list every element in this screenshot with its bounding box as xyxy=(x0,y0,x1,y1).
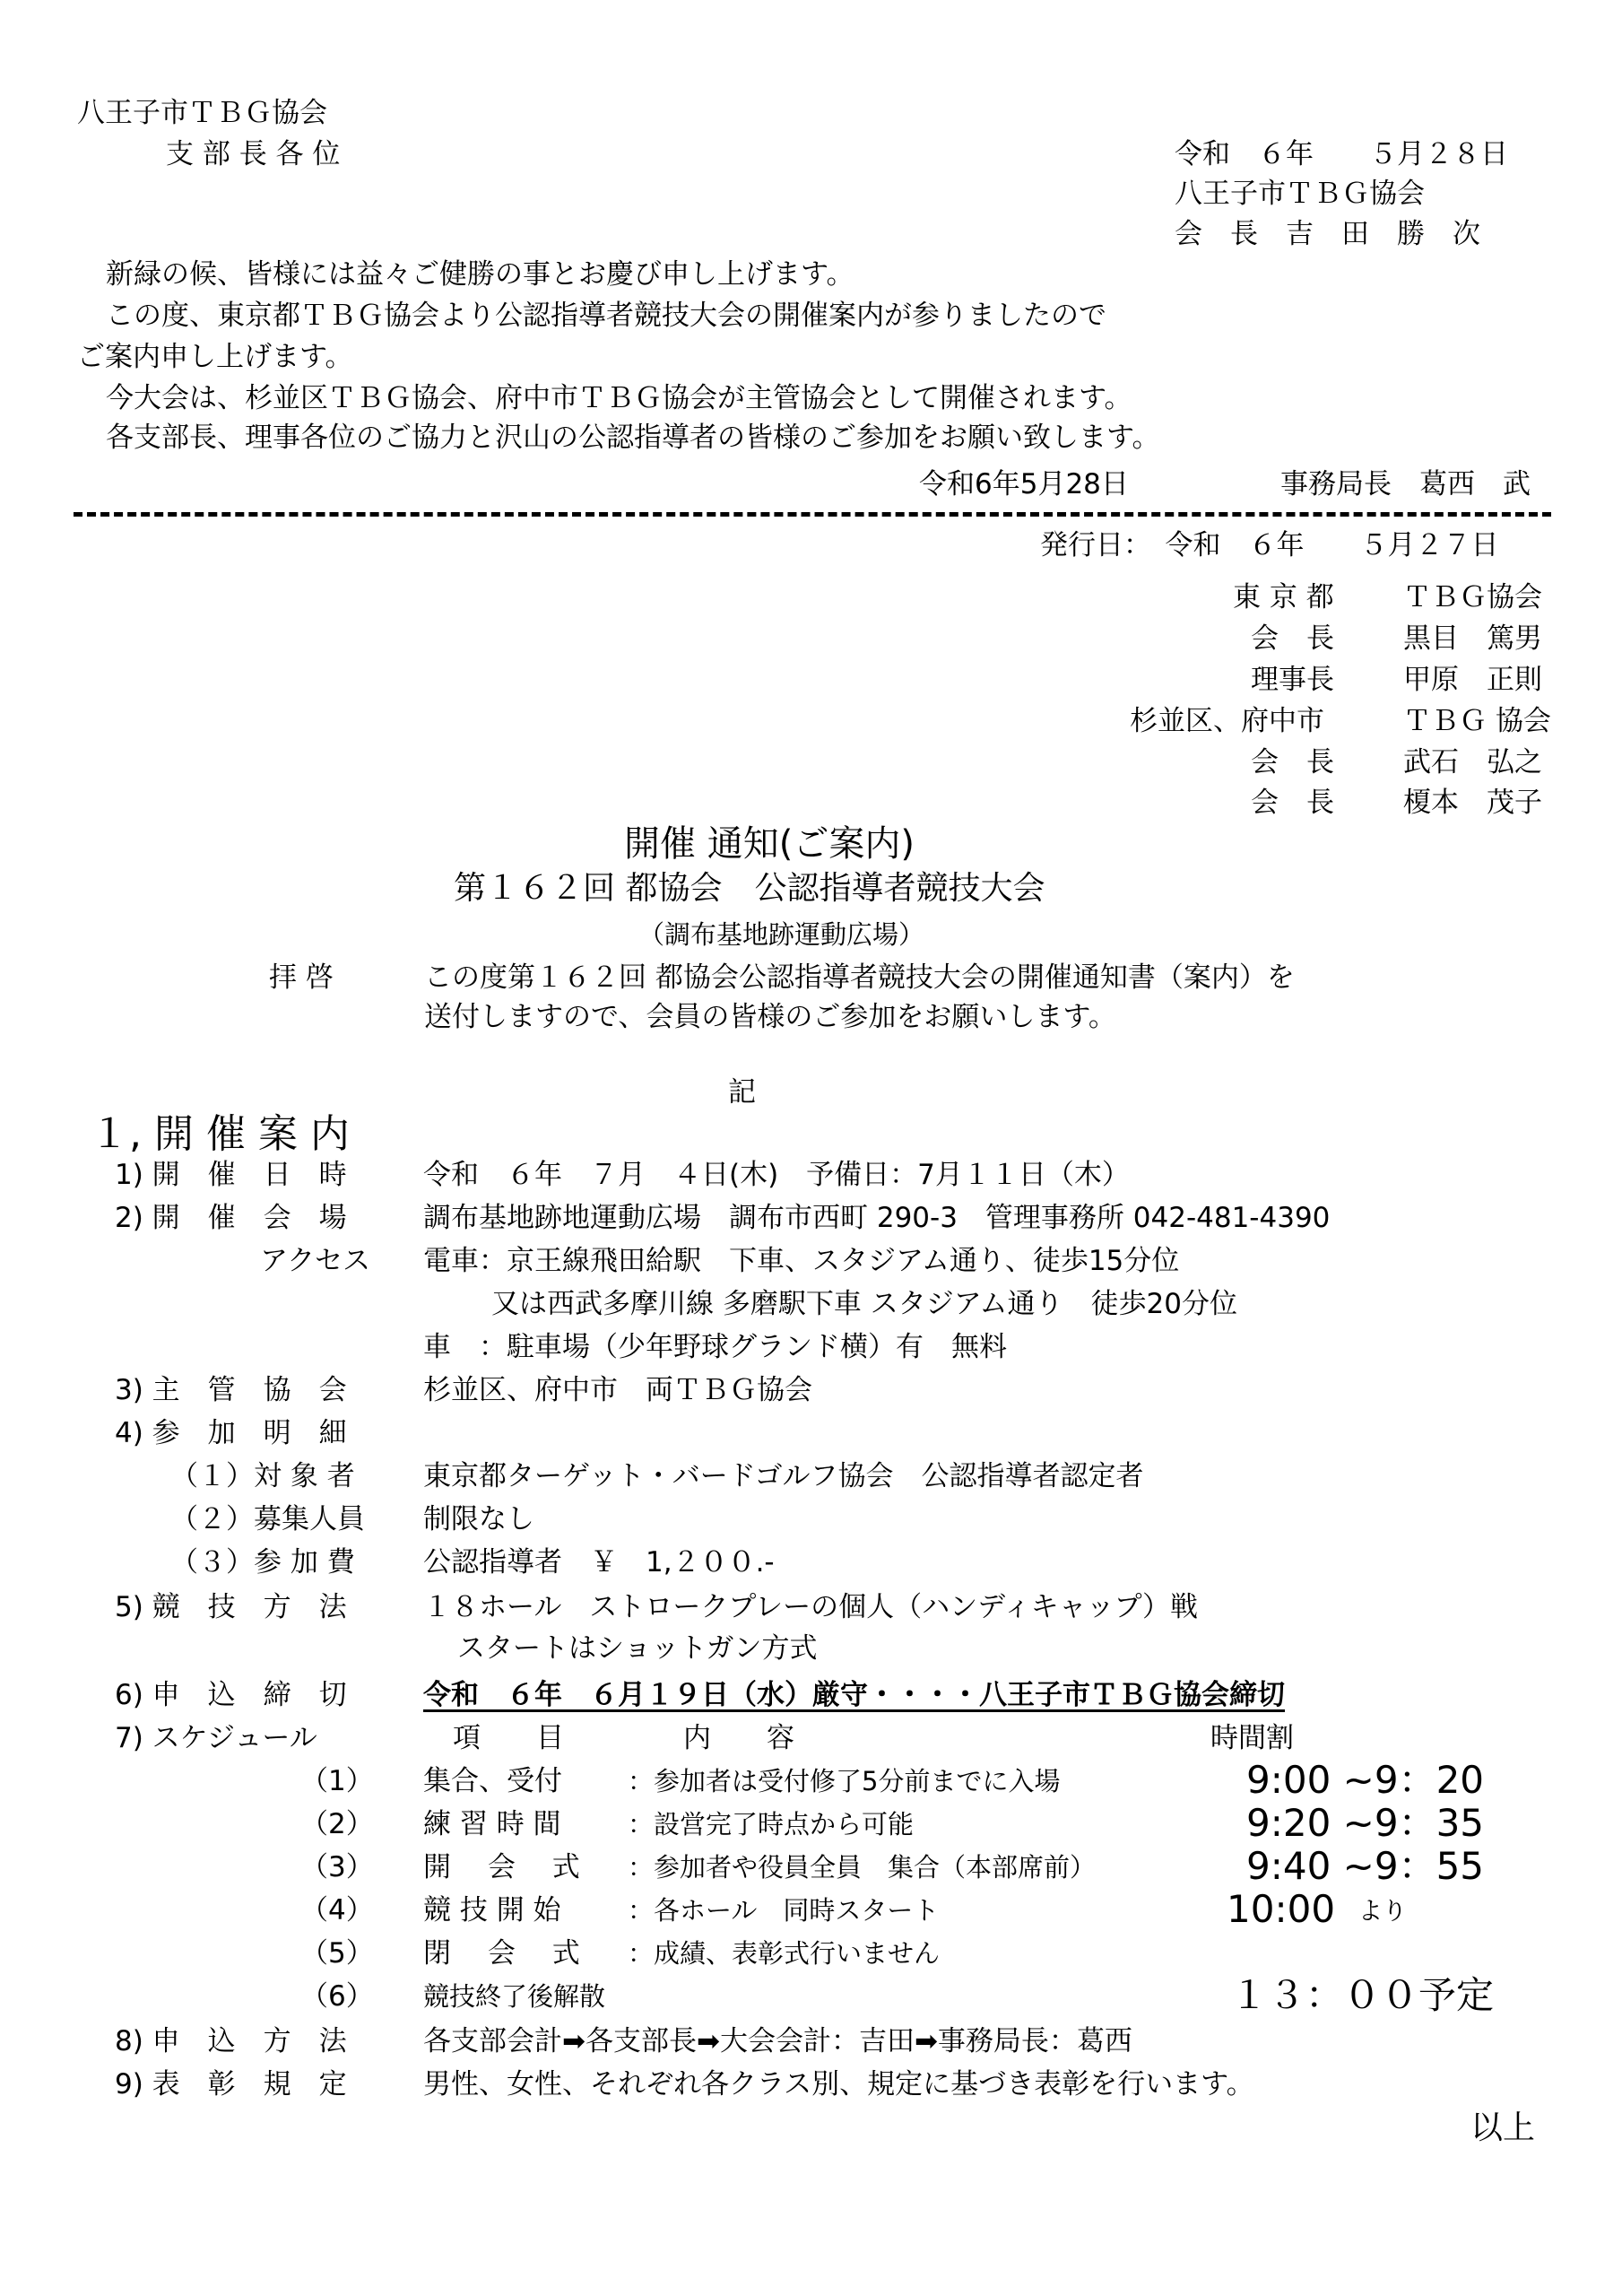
detail-value: 制限なし xyxy=(423,1503,534,1535)
item-label-apply: 8) 申 込 方 法 xyxy=(115,2025,347,2057)
schedule-content: ：参加者や役員全員 集合（本部席前） xyxy=(628,1852,1097,1883)
letter-body-line: 新緑の候、皆様には益々ご健勝の事とお慶び申し上げます。 xyxy=(106,258,854,291)
access-line: 又は西武多摩川線 多磨駅下車 スタジアム通り 徒歩20分位 xyxy=(491,1288,1237,1320)
item-value-apply: 各支部会計➡各支部長➡大会会計：吉田➡事務局長：葛西 xyxy=(423,2025,1132,2057)
schedule-header-content: 内 容 xyxy=(683,1722,794,1754)
method-line: スタートはショットガン方式 xyxy=(457,1632,818,1665)
issue-date: 発行日： 令和 ６年 ５月２７日 xyxy=(1040,529,1499,561)
item-value-date: 令和 ６年 ７月 ４日(木) 予備日：7月１１日（木） xyxy=(423,1159,1130,1191)
recipient-org: 八王子市ＴＢＧ協会 xyxy=(77,97,327,129)
schedule-no: （1） xyxy=(300,1765,374,1797)
item-label-method: 5) 競 技 方 法 xyxy=(115,1591,347,1623)
schedule-time-suffix: より xyxy=(1358,1898,1407,1926)
item-label-host: 3) 主 管 協 会 xyxy=(115,1374,347,1406)
schedule-item: 競技終了後解散 xyxy=(423,1981,606,2012)
schedule-content: ：設営完了時点から可能 xyxy=(628,1809,915,1839)
section-title: １, 開 催 案 内 xyxy=(90,1111,350,1157)
item-label-access: アクセス xyxy=(260,1245,371,1277)
schedule-no: （4） xyxy=(300,1894,374,1926)
schedule-content: ：各ホール 同時スタート xyxy=(628,1895,940,1926)
schedule-time: 9:40 ~9：55 xyxy=(1246,1844,1485,1888)
item-label-date: 1) 開 催 日 時 xyxy=(115,1159,347,1191)
detail-label: （２）募集人員 xyxy=(170,1503,365,1535)
letter-body-line: 今大会は、杉並区ＴＢＧ協会、府中市ＴＢＧ協会が主管協会として開催されます。 xyxy=(106,382,1132,414)
item-value-host: 杉並区、府中市 両ＴＢＧ協会 xyxy=(423,1374,812,1406)
recipient: 支 部 長 各 位 xyxy=(166,138,341,170)
schedule-time: １３：００予定 xyxy=(1230,1973,1495,2017)
greeting-line: 送付しますので、会員の皆様のご参加をお願いします。 xyxy=(424,1001,1116,1033)
notice-subtitle: 第１６２回 都協会 公認指導者競技大会 xyxy=(454,870,1045,907)
letter-body-line: 各支部長、理事各位のご協力と沢山の公認指導者の皆様のご参加をお願い致します。 xyxy=(106,422,1160,454)
schedule-no: （2） xyxy=(300,1808,374,1840)
schedule-content: ：参加者は受付修了5分前までに入場 xyxy=(628,1766,1061,1796)
letter-footer-signer: 事務局長 葛西 武 xyxy=(1280,468,1531,500)
schedule-time: 10:00 xyxy=(1227,1887,1336,1931)
access-line: 車 ：駐車場（少年野球グランド横）有 無料 xyxy=(423,1331,1007,1363)
method-line: １８ホール ストロークプレーの個人（ハンディキャップ）戦 xyxy=(423,1591,1198,1623)
issuer-role: 会 長 xyxy=(1251,622,1334,655)
issuer-name: 榎本 茂子 xyxy=(1403,787,1542,819)
item-value-award: 男性、女性、それぞれ各クラス別、規定に基づき表彰を行います。 xyxy=(423,2068,1254,2100)
schedule-no: （3） xyxy=(300,1851,374,1883)
issuer-name: ＴＢＧ協会 xyxy=(1403,581,1542,613)
schedule-time: 9:20 ~9：35 xyxy=(1246,1801,1485,1845)
issuer-role: 会 長 xyxy=(1251,787,1334,819)
issuer-name: 甲原 正則 xyxy=(1403,664,1542,696)
letter-date: 令和 ６年 ５月２８日 xyxy=(1175,138,1508,170)
item-value-deadline: 令和 ６年 ６月１９日（水）厳守・・・・八王子市ＴＢＧ協会締切 xyxy=(423,1679,1285,1711)
notice-title: 開催 通知(ご案内) xyxy=(624,823,915,865)
detail-value: 東京都ターゲット・バードゴルフ協会 公認指導者認定者 xyxy=(423,1460,1144,1492)
letter-body-line: この度、東京都ＴＢＧ協会より公認指導者競技大会の開催案内が参りましたので xyxy=(106,300,1106,332)
schedule-time: 9:00 ~9：20 xyxy=(1246,1758,1485,1802)
detail-label: （３）参 加 費 xyxy=(170,1546,355,1578)
item-label-schedule: 7) スケジュール xyxy=(115,1722,317,1754)
ki-mark: 記 xyxy=(728,1076,756,1109)
schedule-content: ：成績、表彰式行いません xyxy=(628,1938,941,1969)
greeting-line: この度第１６２回 都協会公認指導者競技大会の開催通知書（案内）を xyxy=(424,961,1295,994)
closing-mark: 以上 xyxy=(1470,2109,1536,2146)
issuer-role: 理事長 xyxy=(1251,664,1334,696)
item-label-detail: 4) 参 加 明 細 xyxy=(115,1417,347,1449)
schedule-item: 開 会 式 xyxy=(423,1851,580,1883)
cut-line-divider xyxy=(74,512,1551,517)
letter-footer-date: 令和6年5月28日 xyxy=(919,468,1129,500)
detail-label: （１）対 象 者 xyxy=(170,1460,355,1492)
item-label-award: 9) 表 彰 規 定 xyxy=(115,2068,347,2100)
schedule-item: 競 技 開 始 xyxy=(423,1894,561,1926)
schedule-no: （6） xyxy=(300,1980,374,2013)
issuer-name: ＴＢＧ 協会 xyxy=(1403,705,1551,737)
venue-note: （調布基地跡運動広場） xyxy=(638,919,925,950)
schedule-no: （5） xyxy=(300,1937,374,1970)
detail-value: 公認指導者 ￥ 1,２００.- xyxy=(423,1546,775,1578)
access-line: 電車：京王線飛田給駅 下車、スタジアム通り、徒歩15分位 xyxy=(423,1245,1180,1277)
schedule-item: 閉 会 式 xyxy=(423,1937,580,1970)
issuer-name: 黒目 篤男 xyxy=(1403,622,1542,655)
issuer-role: 杉並区、府中市 xyxy=(1130,705,1324,737)
sender-name: 会 長 吉 田 勝 次 xyxy=(1175,218,1480,250)
schedule-item: 集合、受付 xyxy=(423,1765,562,1797)
item-label-deadline: 6) 申 込 締 切 xyxy=(115,1679,347,1711)
letter-body-line: ご案内申し上げます。 xyxy=(77,341,353,373)
greeting-label: 拝 啓 xyxy=(269,961,334,994)
issuer-role: 会 長 xyxy=(1251,746,1334,778)
schedule-item: 練 習 時 間 xyxy=(423,1808,561,1840)
issuer-role: 東 京 都 xyxy=(1233,581,1334,613)
schedule-header-item: 項 目 xyxy=(453,1722,564,1754)
item-value-venue: 調布基地跡地運動広場 調布市西町 290-3 管理事務所 042-481-4390 xyxy=(423,1202,1331,1234)
schedule-header-time: 時間割 xyxy=(1210,1722,1294,1754)
sender-org: 八王子市ＴＢＧ協会 xyxy=(1175,178,1425,210)
item-label-venue: 2) 開 催 会 場 xyxy=(115,1202,347,1234)
issuer-name: 武石 弘之 xyxy=(1403,746,1542,778)
